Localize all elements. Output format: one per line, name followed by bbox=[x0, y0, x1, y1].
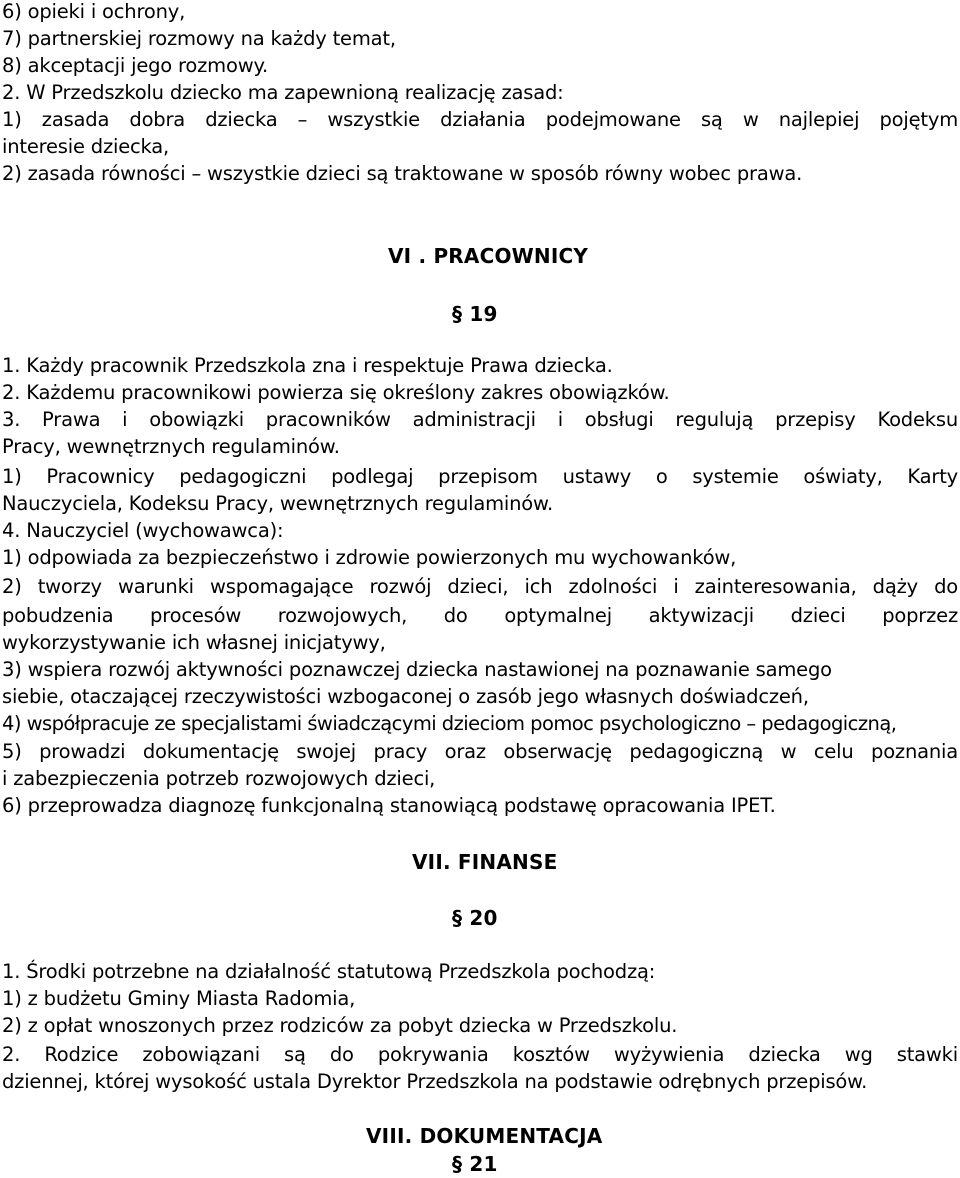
text-line: 1) odpowiada za bezpieczeństwo i zdrowie powierzonych mu wychowanków, bbox=[2, 546, 737, 569]
section-heading: VII. FINANSE bbox=[412, 850, 558, 874]
paragraph-number: § 21 bbox=[452, 1152, 498, 1176]
text-line: 2. Rodzice zobowiązani są do pokrywania kosztów wyżywienia dziecka wg stawki bbox=[2, 1043, 958, 1066]
text-line: siebie, otaczającej rzeczywistości wzbogaconej o zasób jego własnych doświadczeń, bbox=[2, 685, 809, 708]
text-line: 2. W Przedszkolu dziecko ma zapewnioną realizację zasad: bbox=[2, 81, 564, 104]
text-line: Nauczyciela, Kodeksu Pracy, wewnętrznych regulaminów. bbox=[2, 492, 553, 515]
text-line: 1) Pracownicy pedagogiczni podlegaj przepisom ustawy o systemie oświaty, Karty bbox=[2, 465, 958, 488]
section-heading: VI . PRACOWNICY bbox=[388, 244, 589, 268]
text-line: dziennej, której wysokość ustala Dyrektor Przedszkola na podstawie odrębnych przepisów. bbox=[2, 1070, 868, 1093]
text-line: 1. Środki potrzebne na działalność statutową Przedszkola pochodzą: bbox=[2, 960, 656, 983]
section-heading: VIII. DOKUMENTACJA bbox=[366, 1124, 603, 1148]
text-line: 2) z opłat wnoszonych przez rodziców za pobyt dziecka w Przedszkolu. bbox=[2, 1014, 678, 1037]
text-line: 6) opieki i ochrony, bbox=[2, 0, 186, 23]
text-line: 7) partnerskiej rozmowy na każdy temat, bbox=[2, 27, 396, 50]
text-line: interesie dziecka, bbox=[2, 135, 170, 158]
text-line: 4. Nauczyciel (wychowawca): bbox=[2, 519, 284, 542]
text-line: 3) wspiera rozwój aktywności poznawczej dziecka nastawionej na poznawanie samego bbox=[2, 658, 832, 681]
paragraph-number: § 20 bbox=[452, 906, 498, 930]
text-line: 8) akceptacji jego rozmowy. bbox=[2, 54, 269, 77]
text-line: 1) z budżetu Gminy Miasta Radomia, bbox=[2, 987, 356, 1010]
text-line: Pracy, wewnętrznych regulaminów. bbox=[2, 435, 340, 458]
text-line: 1) zasada dobra dziecka – wszystkie działania podejmowane są w najlepiej pojętym bbox=[2, 108, 958, 131]
text-line: i zabezpieczenia potrzeb rozwojowych dzieci, bbox=[2, 767, 436, 790]
text-line: 2) tworzy warunki wspomagające rozwój dzieci, ich zdolności i zainteresowania, dąży do bbox=[2, 575, 958, 598]
text-line: 1. Każdy pracownik Przedszkola zna i respektuje Prawa dziecka. bbox=[2, 354, 613, 377]
text-line: 3. Prawa i obowiązki pracowników administracji i obsługi regulują przepisy Kodeksu bbox=[2, 408, 958, 431]
paragraph-number: § 19 bbox=[452, 302, 498, 326]
text-line: 2) zasada równości – wszystkie dzieci są traktowane w sposób równy wobec prawa. bbox=[2, 162, 803, 185]
text-line: 2. Każdemu pracownikowi powierza się określony zakres obowiązków. bbox=[2, 381, 670, 404]
text-line: pobudzenia procesów rozwojowych, do optymalnej aktywizacji dzieci poprzez bbox=[2, 604, 958, 627]
text-line: 5) prowadzi dokumentację swojej pracy oraz obserwację pedagogiczną w celu poznania bbox=[2, 740, 958, 763]
text-line: 6) przeprowadza diagnozę funkcjonalną stanowiącą podstawę opracowania IPET. bbox=[2, 794, 776, 817]
text-line: 4) współpracuje ze specjalistami świadczącymi dzieciom pomoc psychologiczno – pedagogiczną, bbox=[2, 712, 897, 735]
text-line: wykorzystywanie ich własnej inicjatywy, bbox=[2, 631, 386, 654]
